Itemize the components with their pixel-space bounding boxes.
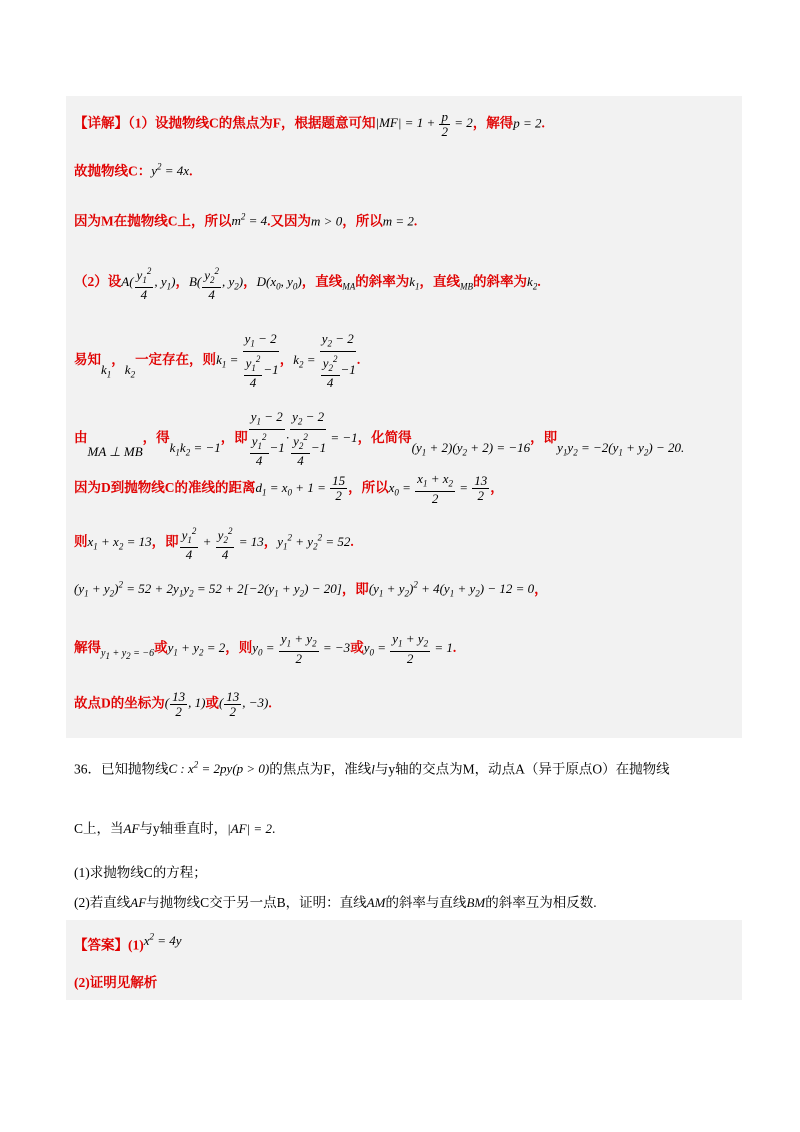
detail-line-8: 则$x_1 + x_2 = 13$，即 $\frac{y_1^2}{4}$ + $\frac{y_2^2}{4}$ = 13，$y_1^2 + y_2^2 = 52$. <box>74 526 354 562</box>
detail-line-6: 由MA ⊥ MB，得$k_1k_2 = -1$，即 $y_1 - 2$ $\frac{y_1^2}{4}$ −1 · $y_2 - 2$ $\frac{y_2^2}{4}$ −1 = −1，化简得$(y_1 + 2)(y_2 + 2) = -16$，即$y_1y_2 = -2(y_1 + y_2) - 20$. <box>74 409 685 468</box>
solution-panel <box>66 96 742 738</box>
detail-line-4: （2）设A( $\frac{y_1^2}{4}$ , $y_1$)，B( $\frac{y_2^2}{4}$ , $y_2$)，$D(x_0$, $y_0$)，直线$_{MA}$的斜率为$k_1$，直线$_{MB}$的斜率为$k_2$. <box>74 266 541 302</box>
eq-p: p = 2 <box>513 115 542 131</box>
question-part-2: (2)若直线AF与抛物线C交于另一点B，证明：直线AM的斜率与直线BM的斜率互为相反数. <box>74 895 597 910</box>
answer-line-2: (2)证明见解析 <box>74 975 158 990</box>
detail-line-7: 因为D到抛物线C的准线的距离$d_1 = x_0 + 1$ = $\frac{15}{2}$ ，所以$x_0$ = $\frac{x_1 + x_2}{2}$ = $\frac{13}{2}$ ， <box>74 471 504 506</box>
detail-line-3: 因为M在抛物线C上，所以$m^2 = 4$.又因为m > 0，所以m = 2. <box>74 212 418 229</box>
answer-label: 【答案】(1) <box>74 937 144 953</box>
detail-line-1: 【详解】（1）设抛物线C的焦点为F，根据题意可知|MF| = 1 + $\frac{p}{2}$ = 2，解得p = 2. <box>74 109 545 139</box>
eq-parabola: $y^2 = 4x$ <box>151 162 190 179</box>
question-part-1: (1)求抛物线C的方程； <box>74 865 207 880</box>
detail-line-9: $(y_1 + y_2)^2 = 52 + 2y_1y_2 = 52 + 2[-2(y_1 + y_2) - 20]$，即$(y_1 + y_2)^2 + 4(y_1 + y_2) - 12 = 0$， <box>74 580 548 599</box>
eq-mf: |MF| = 1 + $\frac{p}{2}$ = 2 <box>375 109 473 139</box>
question-36-line-1: 36．已知抛物线C : $x^2 = 2py(p > 0)$的焦点为F，准线l与y轴的交点为M，动点A（异于原点O）在抛物线 <box>74 760 670 777</box>
detail-line-10: 解得$_{y_1 + y_2 = -6}$或$y_1 + y_2 = 2$，则$y_0$ = $\frac{y_1 + y_2}{2}$ = −3或$y_0$ = $\frac{y_1 + y_2}{2}$ = 1. <box>74 631 457 666</box>
detail-line-2: 故抛物线C：$y^2 = 4x$. <box>74 162 193 179</box>
question-36-line-2: C上，当AF与y轴垂直时，|AF| = 2. <box>74 821 276 836</box>
answer-panel <box>66 920 742 1000</box>
answer-line-1: 【答案】$(1)x^2 = 4y$ <box>74 932 182 953</box>
detail-line-11: 故点D的坐标为( $\frac{13}{2}$ , 1)或( $\frac{13}{2}$ , −3). <box>74 689 272 719</box>
detail-line-5: 易知$k_1$，$k_2$一定存在，则$k_1$ = $y_1 - 2$ $\frac{y_1^2}{4}$ −1 ，$k_2$ = $y_2 - 2$ $\frac{y_2^2}{4}$ −1 . <box>74 331 361 390</box>
question-number: 36． <box>74 761 101 777</box>
detail-label: 【详解】 <box>74 115 128 131</box>
